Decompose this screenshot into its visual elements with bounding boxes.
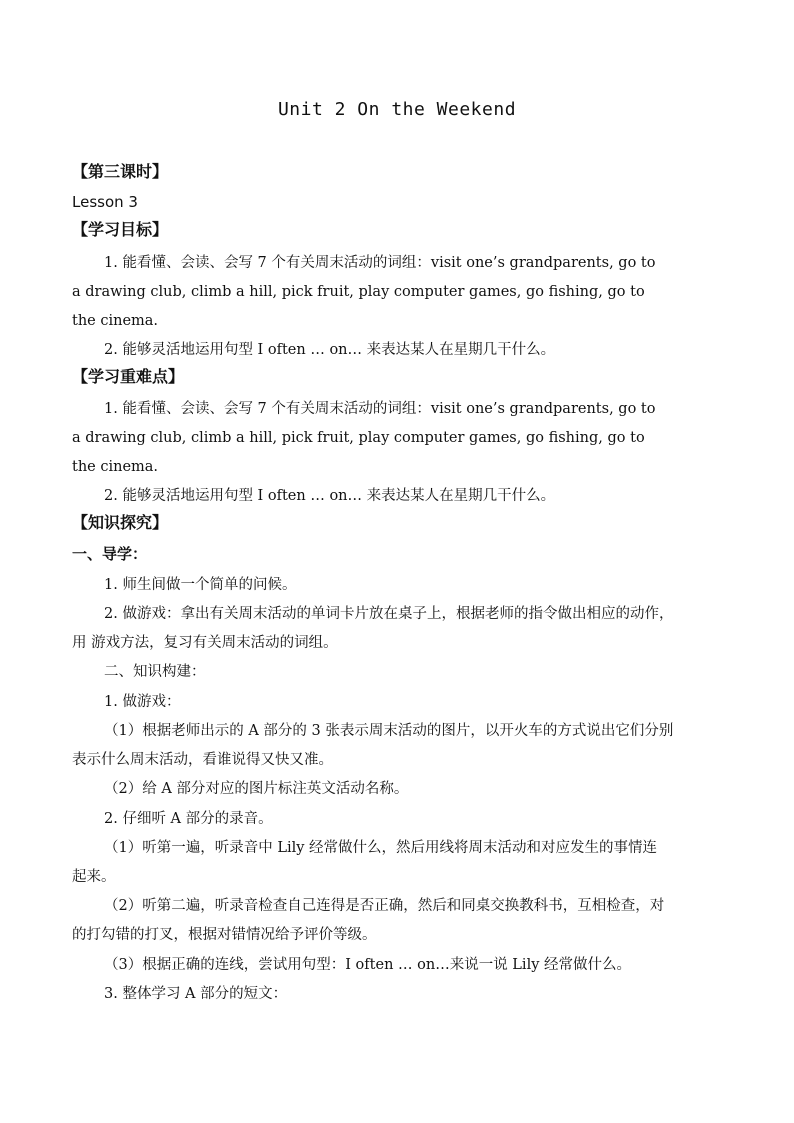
goal-item-1-line-1: 1. 能看懂、会读、会写 7 个有关周末活动的词组：visit one’s grandparents, go to bbox=[104, 255, 656, 271]
build-item-2-sub-1-line-1: （1）听第一遍，听录音中 Lily 经常做什么，然后用线将周末活动和对应发生的事情连 bbox=[104, 840, 658, 856]
build-item-2-sub-2-line-1: （2）听第二遍，听录音检查自己连得是否正确，然后和同桌交换教科书，互相检查，对 bbox=[104, 898, 665, 914]
section-2-heading: 二、知识构建： bbox=[104, 664, 206, 680]
section-1-heading: 一、导学： bbox=[72, 545, 148, 563]
build-item-2: 2. 仔细听 A 部分的录音。 bbox=[104, 811, 273, 827]
guide-item-1: 1. 师生间做一个简单的问候。 bbox=[104, 577, 297, 593]
goals-heading: 【学习目标】 bbox=[72, 220, 169, 239]
build-item-3: 3. 整体学习 A 部分的短文： bbox=[104, 986, 288, 1002]
keypoints-heading: 【学习重难点】 bbox=[72, 367, 185, 386]
explore-heading: 【知识探究】 bbox=[72, 513, 169, 532]
goal-item-1-line-2: a drawing club, climb a hill, pick fruit, play computer games, go fishing, go to bbox=[72, 284, 645, 300]
goal-item-1-line-3: the cinema. bbox=[72, 313, 159, 329]
guide-item-2-line-2: 用 游戏方法，复习有关周末活动的词组。 bbox=[72, 635, 338, 651]
build-item-1-sub-1-line-1: （1）根据老师出示的 A 部分的 3 张表示周末活动的图片，以开火车的方式说出它们分别 bbox=[104, 723, 674, 739]
goal-item-2: 2. 能够灵活地运用句型 I often … on… 来表达某人在星期几干什么。 bbox=[104, 342, 556, 358]
document-title: Unit 2 On the Weekend bbox=[277, 99, 517, 120]
keypoint-item-1-line-3: the cinema. bbox=[72, 459, 159, 475]
build-item-2-sub-1-line-2: 起来。 bbox=[72, 869, 116, 885]
period-heading: 【第三课时】 bbox=[72, 162, 169, 181]
lesson-label: Lesson 3 bbox=[72, 193, 138, 211]
guide-item-2-line-1: 2. 做游戏：拿出有关周末活动的单词卡片放在桌子上，根据老师的指令做出相应的动作， bbox=[104, 606, 674, 622]
build-item-1: 1. 做游戏： bbox=[104, 694, 181, 710]
keypoint-item-1-line-2: a drawing club, climb a hill, pick fruit, play computer games, go fishing, go to bbox=[72, 430, 645, 446]
build-item-2-sub-2-line-2: 的打勾错的打叉，根据对错情况给予评价等级。 bbox=[72, 927, 377, 943]
keypoint-item-2: 2. 能够灵活地运用句型 I often … on… 来表达某人在星期几干什么。 bbox=[104, 488, 556, 504]
build-item-1-sub-1-line-2: 表示什么周末活动，看谁说得又快又准。 bbox=[72, 752, 333, 768]
build-item-2-sub-3: （3）根据正确的连线，尝试用句型：I often … on…来说一说 Lily 经常做什么。 bbox=[104, 957, 632, 973]
build-item-1-sub-2: （2）给 A 部分对应的图片标注英文活动名称。 bbox=[104, 781, 409, 797]
keypoint-item-1-line-1: 1. 能看懂、会读、会写 7 个有关周末活动的词组：visit one’s grandparents, go to bbox=[104, 401, 656, 417]
